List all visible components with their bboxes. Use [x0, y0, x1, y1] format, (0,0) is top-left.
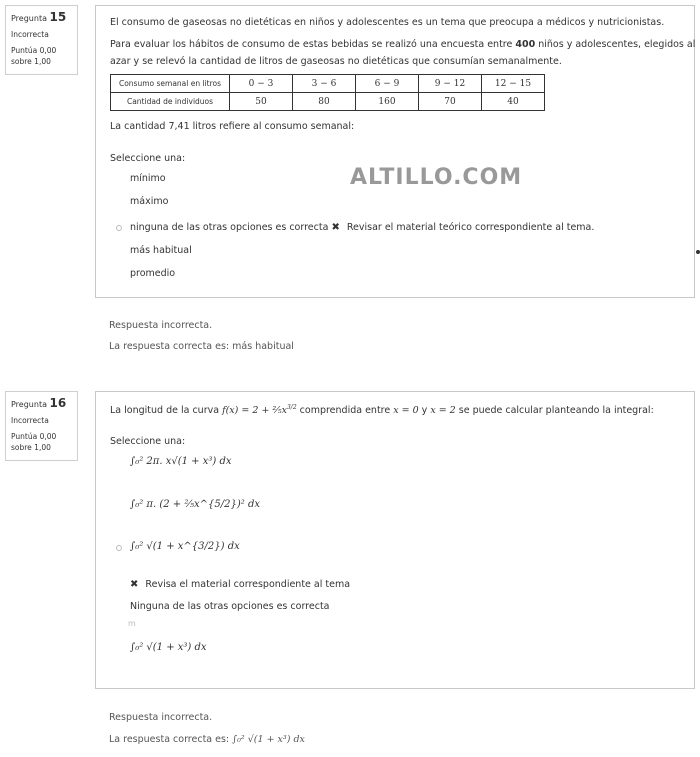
- question-number: 15: [49, 10, 67, 24]
- question-body-line2: azar y se relevó la cantidad de litros de gaseosas no dietéticas que consumían semanalmente.: [110, 56, 562, 67]
- answer-option[interactable]: ∫₀² π. (2 + ⅖x^{5/2})² dx: [130, 499, 260, 510]
- answer-option[interactable]: más habitual: [130, 245, 192, 256]
- feedback-result: Respuesta incorrecta.: [109, 320, 213, 331]
- radio-selected[interactable]: [116, 545, 122, 551]
- table-row: [111, 75, 545, 93]
- radio-selected[interactable]: [116, 225, 122, 231]
- table-cell: 6 − 9: [356, 75, 419, 93]
- question-text-16: La longitud de la curva $f(x) = 2 + \frac{2}{5}x^{3/2}$ comprendida entre x = 0 y x = 2 se puede calcular planteando la integral:: [110, 404, 654, 417]
- answer-option-selected[interactable]: ninguna de las otras opciones es correcta ✖ Revisar el material teórico correspondiente al tema.: [130, 222, 595, 233]
- question-body-line1: Para evaluar los hábitos de consumo de estas bebidas se realizó una encuesta entre 400 niños y adolescentes, elegidos al: [110, 39, 696, 50]
- table-cell: 9 − 12: [419, 75, 482, 93]
- question-number: 16: [49, 396, 67, 410]
- select-prompt: Seleccione una:: [110, 436, 186, 447]
- question-info-16: [5, 391, 78, 461]
- question-status: Incorrecta: [11, 30, 49, 39]
- answer-option[interactable]: Ninguna de las otras opciones es correcta: [130, 601, 330, 612]
- table-cell: 160: [356, 93, 419, 111]
- table-cell: 0 − 3: [230, 75, 293, 93]
- answer-option[interactable]: máximo: [130, 196, 169, 207]
- question-info-15: [5, 5, 78, 75]
- option-feedback: Revisar el material teórico correspondiente al tema.: [346, 222, 595, 233]
- select-prompt: Seleccione una:: [110, 153, 186, 164]
- table-cell: Consumo semanal en litros: [111, 75, 230, 93]
- watermark: ALTILLO.COM: [350, 165, 523, 190]
- feedback-result: Respuesta incorrecta.: [109, 712, 213, 723]
- question-intro: El consumo de gaseosas no dietéticas en niños y adolescentes es un tema que preocupa a médicos y nutricionistas.: [110, 17, 665, 28]
- question-grade: Puntúa 0,00 sobre 1,00: [11, 46, 57, 66]
- option-feedback: Revisa el material correspondiente al tema: [145, 579, 351, 590]
- table-cell: 50: [230, 93, 293, 111]
- table-cell: 12 − 15: [482, 75, 545, 93]
- incorrect-x-icon: ✖: [130, 579, 139, 590]
- answer-option[interactable]: ∫₀² 2π. x√(1 + x³) dx: [130, 456, 232, 467]
- option-feedback-row: [130, 579, 350, 590]
- question-status: Incorrecta: [11, 416, 49, 425]
- fraction-exponent: $\frac{2}{5}x^{3/2}$: [272, 404, 297, 417]
- feedback-correct-answer: La respuesta correcta es: ∫₀² √(1 + x³) dx: [109, 734, 305, 745]
- answer-option-selected[interactable]: ∫₀² √(1 + x^{3/2}) dx: [130, 541, 240, 552]
- table-cell: 3 − 6: [293, 75, 356, 93]
- question-label: Pregunta: [11, 400, 47, 409]
- answer-option[interactable]: promedio: [130, 268, 176, 279]
- table-cell: Cantidad de individuos: [111, 93, 230, 111]
- answer-option[interactable]: mínimo: [130, 173, 166, 184]
- scroll-marker: [696, 250, 700, 254]
- feedback-correct-answer: La respuesta correcta es: más habitual: [109, 341, 294, 352]
- table-cell: 80: [293, 93, 356, 111]
- answer-option[interactable]: ∫₀² √(1 + x³) dx: [130, 642, 207, 653]
- stray-mark: m: [128, 619, 136, 628]
- question-label: Pregunta: [11, 14, 47, 23]
- question-text: La cantidad 7,41 litros refiere al consumo semanal:: [110, 121, 355, 132]
- table-cell: 40: [482, 93, 545, 111]
- table-cell: 70: [419, 93, 482, 111]
- data-table: [110, 74, 545, 111]
- incorrect-x-icon: ✖: [331, 222, 340, 233]
- question-grade: Puntúa 0,00 sobre 1,00: [11, 432, 57, 452]
- table-row: [111, 93, 545, 111]
